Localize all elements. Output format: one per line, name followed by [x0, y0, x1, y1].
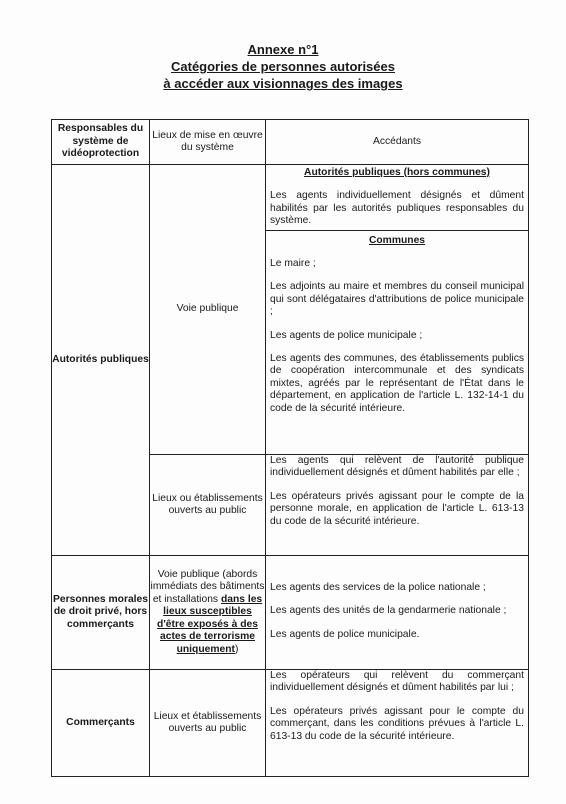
authorization-table — [51, 119, 529, 777]
accedants-lieux-ouverts — [266, 455, 529, 556]
annex-subtitle-line1: Catégories de personnes autorisées — [171, 59, 395, 74]
accedants-voie-publique — [266, 165, 529, 455]
table-header-row — [52, 120, 529, 165]
list-item: Les opérateurs privés agissant pour le compte du commerçant, dans les conditions prévues à l'article L. 613-13 du code de la sécurité intérieure. — [270, 705, 524, 742]
lieu-commercants: Lieux et établissements ouverts au public — [150, 670, 266, 777]
lieu-lieux-ouverts: Lieux ou établissements ouverts au public — [150, 455, 266, 556]
section-title-autorites-hors-communes: Autorités publiques (hors communes) — [304, 167, 490, 178]
list-item: Les adjoints au maire et membres du conseil municipal qui sont délégataires d'attributions de police municipale ; — [270, 281, 524, 318]
lieu-voie-publique-abords — [150, 556, 266, 670]
list-item: Les opérateurs qui relèvent du commerçant individuellement désignés et dûment habilités par lui ; — [270, 670, 524, 694]
table-row — [52, 556, 529, 670]
list-item: Les opérateurs privés agissant pour le compte de la personne morale, en application de l'article L. 613-13 du code de la sécurité intérieure. — [270, 490, 524, 527]
list-item: Les agents de police municipale. — [270, 628, 420, 640]
annex-title: Annexe n°1 — [247, 42, 319, 57]
header-lieux: Lieux de mise en œuvre du système — [150, 120, 266, 165]
list-item: Les agents des unités de la gendarmerie nationale ; — [270, 605, 507, 617]
responsable-commercants: Commerçants — [52, 670, 150, 777]
accedants-personnes-morales — [266, 556, 529, 670]
header-accedants: Accédants — [266, 120, 529, 165]
list-item: Le maire ; — [270, 258, 316, 270]
lieu-text: Voie publique (abords immédiats des bâtiments et installations — [150, 569, 265, 605]
list-item: Les agents individuellement désignés et dûment habilités par les autorités publiques responsables du système. — [270, 190, 524, 227]
table-row — [52, 165, 529, 455]
accedants-commercants — [266, 670, 529, 777]
responsable-autorites-publiques: Autorités publiques — [52, 165, 150, 556]
annex-subtitle-line2: à accéder aux visionnages des images — [163, 76, 403, 91]
list-item: Les agents des services de la police nationale ; — [270, 581, 486, 593]
section-divider — [266, 230, 528, 415]
list-item: Les agents qui relèvent de l'autorité publique individuellement désignés et dûment habilités par elle ; — [270, 455, 524, 479]
list-item: Les agents des communes, des établissements publics de coopération intercommunale et des syndicats mixtes, agréés par le représentant de l'État dans le département, en application de l'article L. 132-14-1 du code de la sécurité intérieure. — [270, 353, 524, 414]
lieu-text-underlined: dans les lieux susceptibles d'être exposés à des actes de terrorisme uniquement — [157, 593, 263, 655]
list-item: Les agents de police municipale ; — [270, 329, 423, 341]
header-responsables: Responsables du système de vidéoprotection — [52, 120, 150, 165]
lieu-text-end: ) — [234, 643, 239, 655]
lieu-voie-publique: Voie publique — [150, 165, 266, 455]
section-title-communes: Communes — [368, 234, 426, 246]
table-row — [52, 670, 529, 777]
responsable-personnes-morales: Personnes morales de droit privé, hors commerçants — [52, 556, 150, 670]
